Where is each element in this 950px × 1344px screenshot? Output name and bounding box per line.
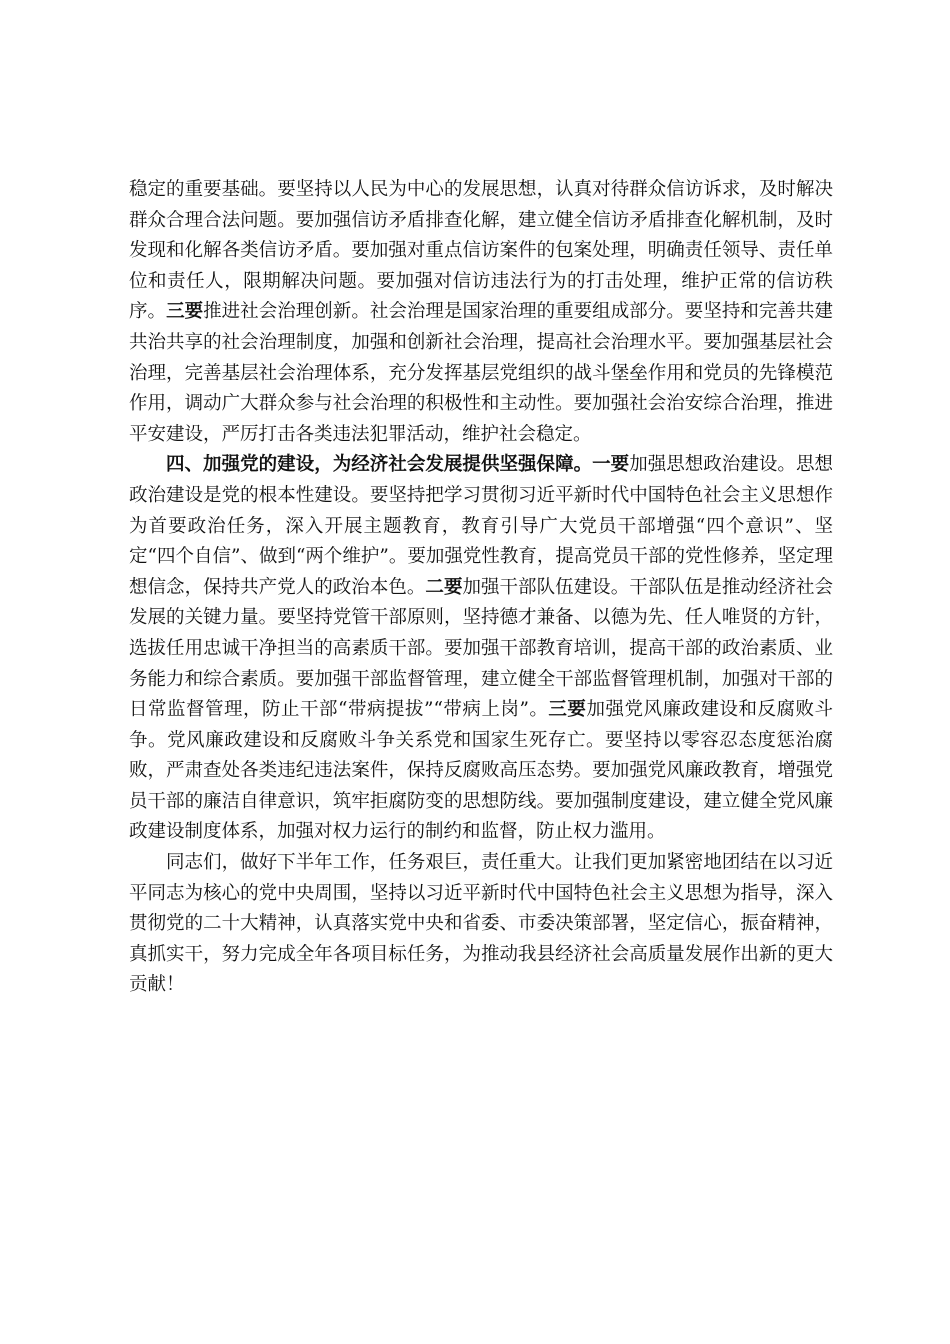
paragraph-text: 加强党风廉政建设和反腐败斗争。党风廉政建设和反腐败斗争关系党和国家生死存亡。要坚持以零容忍态度惩治腐败，严肃查处各类违纪违法案件，保持反腐败高压态势。要加强党风廉政教育，增强党员干部的廉洁自律意识，筑牢拒腐防变的思想防线。要加强制度建设，建立健全党风廉政建设制度体系，加强对权力运行的制约和监督，防止权力滥用。 (129, 699, 833, 843)
paragraph-text: 加强干部队伍建设。干部队伍是推动经济社会发展的关键力量。要坚持党管干部原则，坚持德才兼备、以德为先、任人唯贤的方针，选拔任用忠诚干净担当的高素质干部。要加强干部教育培训，提高干部的政治素质、业务能力和综合素质。要加强干部监督管理，建立健全干部监督管理机制，加强对干部的日常监督管理，防止干部“带病提拔”“带病上岗”。 (129, 576, 833, 721)
bold-marker: 三要 (166, 301, 204, 323)
paragraph-text: 加强思想政治建设。思想政治建设是党的根本性建设。要坚持把学习贯彻习近平新时代中国特色社会主义思想作为首要政治任务，深入开展主题教育，教育引导广大党员干部增强“四个意识”、坚定“四个自信”、做到“两个维护”。要加强党性教育，提高党员干部的党性修养，坚定理想信念，保持共产党人的政治本色。 (129, 454, 833, 598)
paragraph-closing (129, 848, 833, 1001)
paragraph-social-governance (129, 175, 833, 450)
document-body (129, 175, 833, 1001)
paragraph-text: 推进社会治理创新。社会治理是国家治理的重要组成部分。要坚持和完善共建共治共享的社会治理制度，加强和创新社会治理，提高社会治理水平。要加强基层社会治理，完善基层社会治理体系，充分发挥基层党组织的战斗堡垒作用和党员的先锋模范作用，调动广大群众参与社会治理的积极性和主动性。要加强社会治安综合治理，推进平安建设，严厉打击各类违法犯罪活动，维护社会稳定。 (129, 301, 833, 445)
bold-marker: 三要 (548, 699, 587, 721)
paragraph-text: 同志们，做好下半年工作，任务艰巨，责任重大。让我们更加紧密地团结在以习近平同志为核心的党中央周围，坚持以习近平新时代中国特色社会主义思想为指导，深入贯彻党的二十大精神，认真落实党中央和省委、市委决策部署，坚定信心，振奋精神，真抓实干，努力完成全年各项目标任务，为推动我县经济社会高质量发展作出新的更大贡献！ (129, 852, 833, 996)
paragraph-text: 稳定的重要基础。要坚持以人民为中心的发展思想，认真对待群众信访诉求，及时解决群众合理合法问题。要加强信访矛盾排查化解，建立健全信访矛盾排查化解机制，及时发现和化解各类信访矛盾。要加强对重点信访案件的包案处理，明确责任领导、责任单位和责任人，限期解决问题。要加强对信访违法行为的打击处理，维护正常的信访秩序。 (129, 179, 833, 323)
bold-marker: 一要 (592, 454, 630, 476)
bold-marker: 二要 (425, 576, 463, 598)
section-heading: 四、加强党的建设，为经济社会发展提供坚强保障。 (166, 454, 593, 476)
paragraph-party-building (129, 450, 833, 848)
